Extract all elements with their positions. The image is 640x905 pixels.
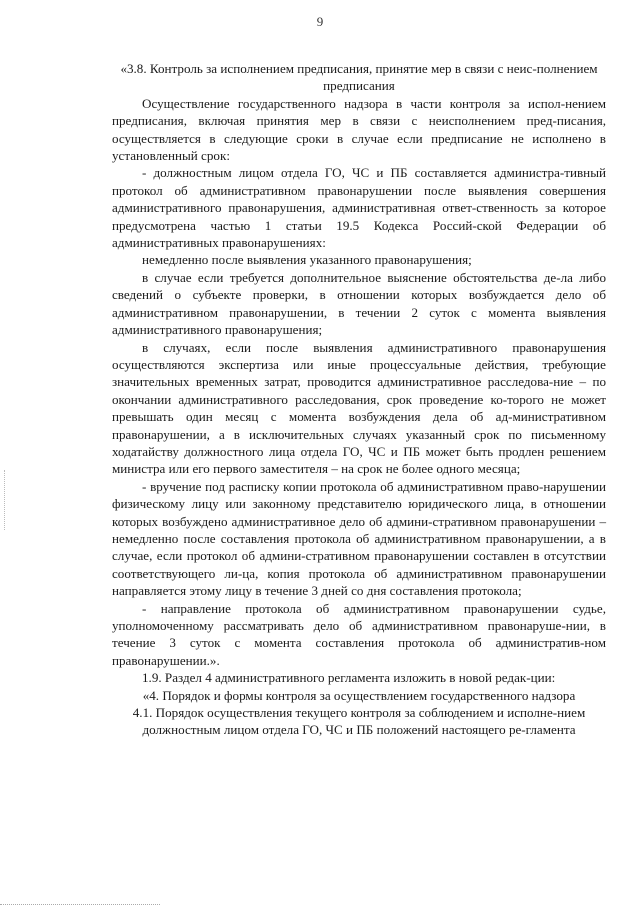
section-4-1-heading: 4.1. Порядок осуществления текущего контроля за соблюдением и исполне-нием должностным лицом отдела ГО, ЧС и ПБ положений настоящего ре-гламента: [132, 705, 586, 738]
section-3-8-heading: «3.8. Контроль за исполнением предписания, принятие мер в связи с неис-полнением предписания: [120, 61, 598, 94]
document-body: [112, 60, 606, 739]
list-item: - должностным лицом отдела ГО, ЧС и ПБ составляется администра-тивный протокол об административном правонарушении после выявления совершения административного правонарушения, административная ответ-ственность за которое предусмотрена частью 1 статьи 19.5 Кодекса Россий-ской Федерации об административных правонарушениях:: [112, 165, 606, 251]
section-4-heading: «4. Порядок и формы контроля за осуществлением государственного надзора: [142, 687, 576, 703]
page-number: 9: [316, 14, 324, 29]
list-item: в случаях, если после выявления административного правонарушения осуществляются экспертиза или иные процессуальные действия, требующие значительных временных затрат, проводится административное расследова-ние – по окончании административного расследования, срок проведение ко-торого не может превышать один месяц с момента возбуждения дела об ад-министративном правонарушении, а в исключительных случаях указанный срок по письменному ходатайству должностного лица отдела ГО, ЧС и ПБ может быть продлен решением министра или его первого заместителя – на срок не более одного месяца;: [112, 339, 606, 477]
list-item: в случае если требуется дополнительное выяснение обстоятельства де-ла либо сведений о субъекте проверки, в отношении которых возбуждается дело об административном правонарушении, в течении 2 суток с момента выявления административного правонарушения;: [112, 269, 606, 338]
item-1-9: 1.9. Раздел 4 административного регламента изложить в новой редак-ции:: [142, 670, 556, 686]
list-item: немедленно после выявления указанного правонарушения;: [142, 252, 472, 268]
list-item: - направление протокола об административном правонарушении судье, уполномоченному рассматривать дело об административном правонаруше-нии, в течение 3 суток с момента составления протокола об административ-ном правонарушении.».: [112, 600, 606, 668]
section-3-8-intro: Осуществление государственного надзора в части контроля за испол-нением предписания, включая принятия мер в связи с неисполнением пред-писания, осуществляется в следующие сроки в случае если предписание не исполнено в установленный срок:: [112, 95, 606, 164]
scan-margin-artifact: [4, 470, 8, 530]
list-item: - вручение под расписку копии протокола об административном право-нарушении физическому лицу или законному представителю юридического лица, в отношении которых возбуждено административное дело об админи-стративном правонарушении – немедленно после составления протокола об административном правонарушении, а в случае, если протокол об админи-стративном правонарушении составлен в отсутствии соответствующего ли-ца, копия протокола об административном правонарушении направляется этому лицу в течение 3 дней со дня составления протокола;: [112, 478, 606, 599]
